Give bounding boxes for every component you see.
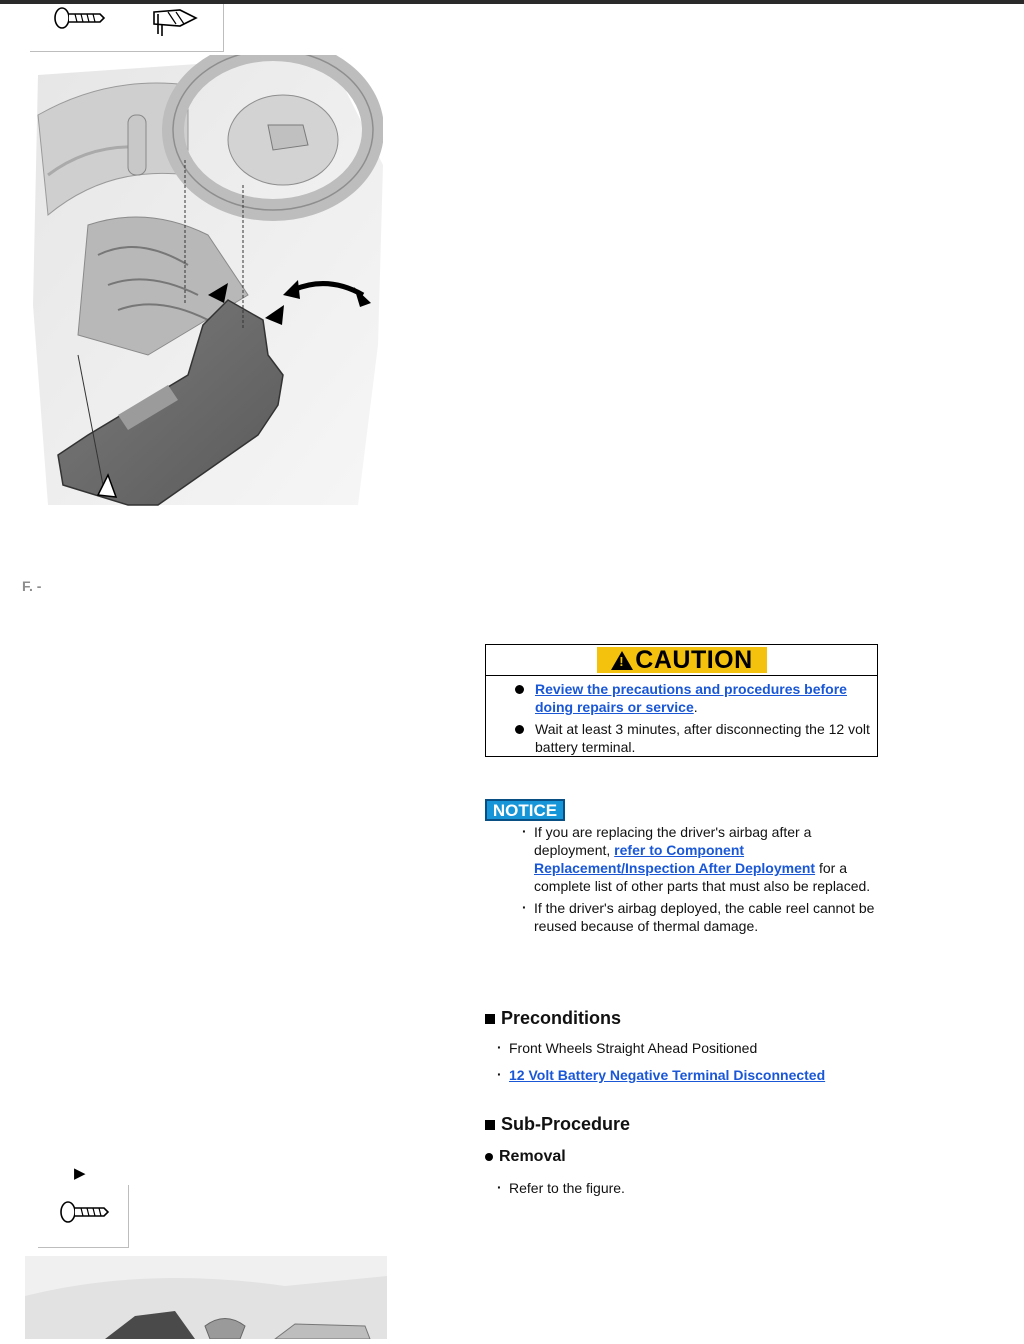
notice-item [522, 823, 882, 895]
preconditions-heading [485, 1008, 621, 1029]
caution-badge [597, 647, 767, 673]
subsection-title: Removal [499, 1148, 566, 1165]
caution-header [486, 645, 877, 676]
caution-list [486, 676, 877, 756]
precondition-item [497, 1066, 917, 1084]
notice-badge: NOTICE [485, 799, 565, 821]
removal-step [497, 1179, 917, 1197]
screw-icon [61, 1202, 108, 1222]
section-title: Sub-Procedure [501, 1114, 631, 1134]
removal-steps [497, 1179, 917, 1197]
component-replacement-link[interactable]: refer to Component Replacement/Inspection After Deployment [534, 842, 816, 876]
sub-procedure-heading [485, 1114, 630, 1135]
step-text: Refer to the figure. [509, 1180, 625, 1196]
warning-triangle-icon [611, 651, 633, 670]
steering-column-illustration [28, 55, 383, 515]
second-illustration [25, 1256, 387, 1339]
bullet-icon [515, 725, 524, 734]
figure-marker-icon: ▶ [74, 1165, 86, 1182]
notice-item [522, 899, 882, 935]
precondition-text: Front Wheels Straight Ahead Positioned [509, 1040, 758, 1056]
caution-box [485, 644, 878, 757]
caution-item [515, 720, 873, 756]
screw-icon [55, 8, 104, 28]
figure-label: F. - [22, 578, 42, 594]
notice-item-text: for a complete list of other parts that must also be replaced. [534, 860, 871, 894]
notice-list [522, 823, 882, 939]
precautions-link[interactable]: Review the precautions and procedures before doing repairs or service [535, 681, 847, 715]
caution-title: CAUTION [635, 645, 753, 674]
section-title: Preconditions [501, 1008, 622, 1028]
caution-item [515, 680, 873, 716]
notice-item-text: If you are replacing the driver's airbag after a deployment, [534, 824, 812, 858]
fastener-legend [38, 1185, 129, 1248]
fastener-legend [30, 4, 224, 52]
clip-icon [154, 10, 196, 36]
square-bullet-icon [485, 1120, 495, 1130]
battery-terminal-link[interactable]: 12 Volt Battery Negative Terminal Disconnected [509, 1067, 826, 1083]
notice-item-text: If the driver's airbag deployed, the cable reel cannot be reused because of thermal damage. [534, 900, 875, 934]
precondition-item [497, 1039, 917, 1057]
bullet-icon [515, 685, 524, 694]
removal-heading [485, 1148, 566, 1166]
square-bullet-icon [485, 1014, 495, 1024]
preconditions-list [497, 1039, 917, 1084]
caution-item-punct: . [693, 699, 698, 715]
caution-item-text: Wait at least 3 minutes, after disconnecting the 12 volt battery terminal. [535, 721, 870, 755]
round-bullet-icon [485, 1153, 493, 1161]
